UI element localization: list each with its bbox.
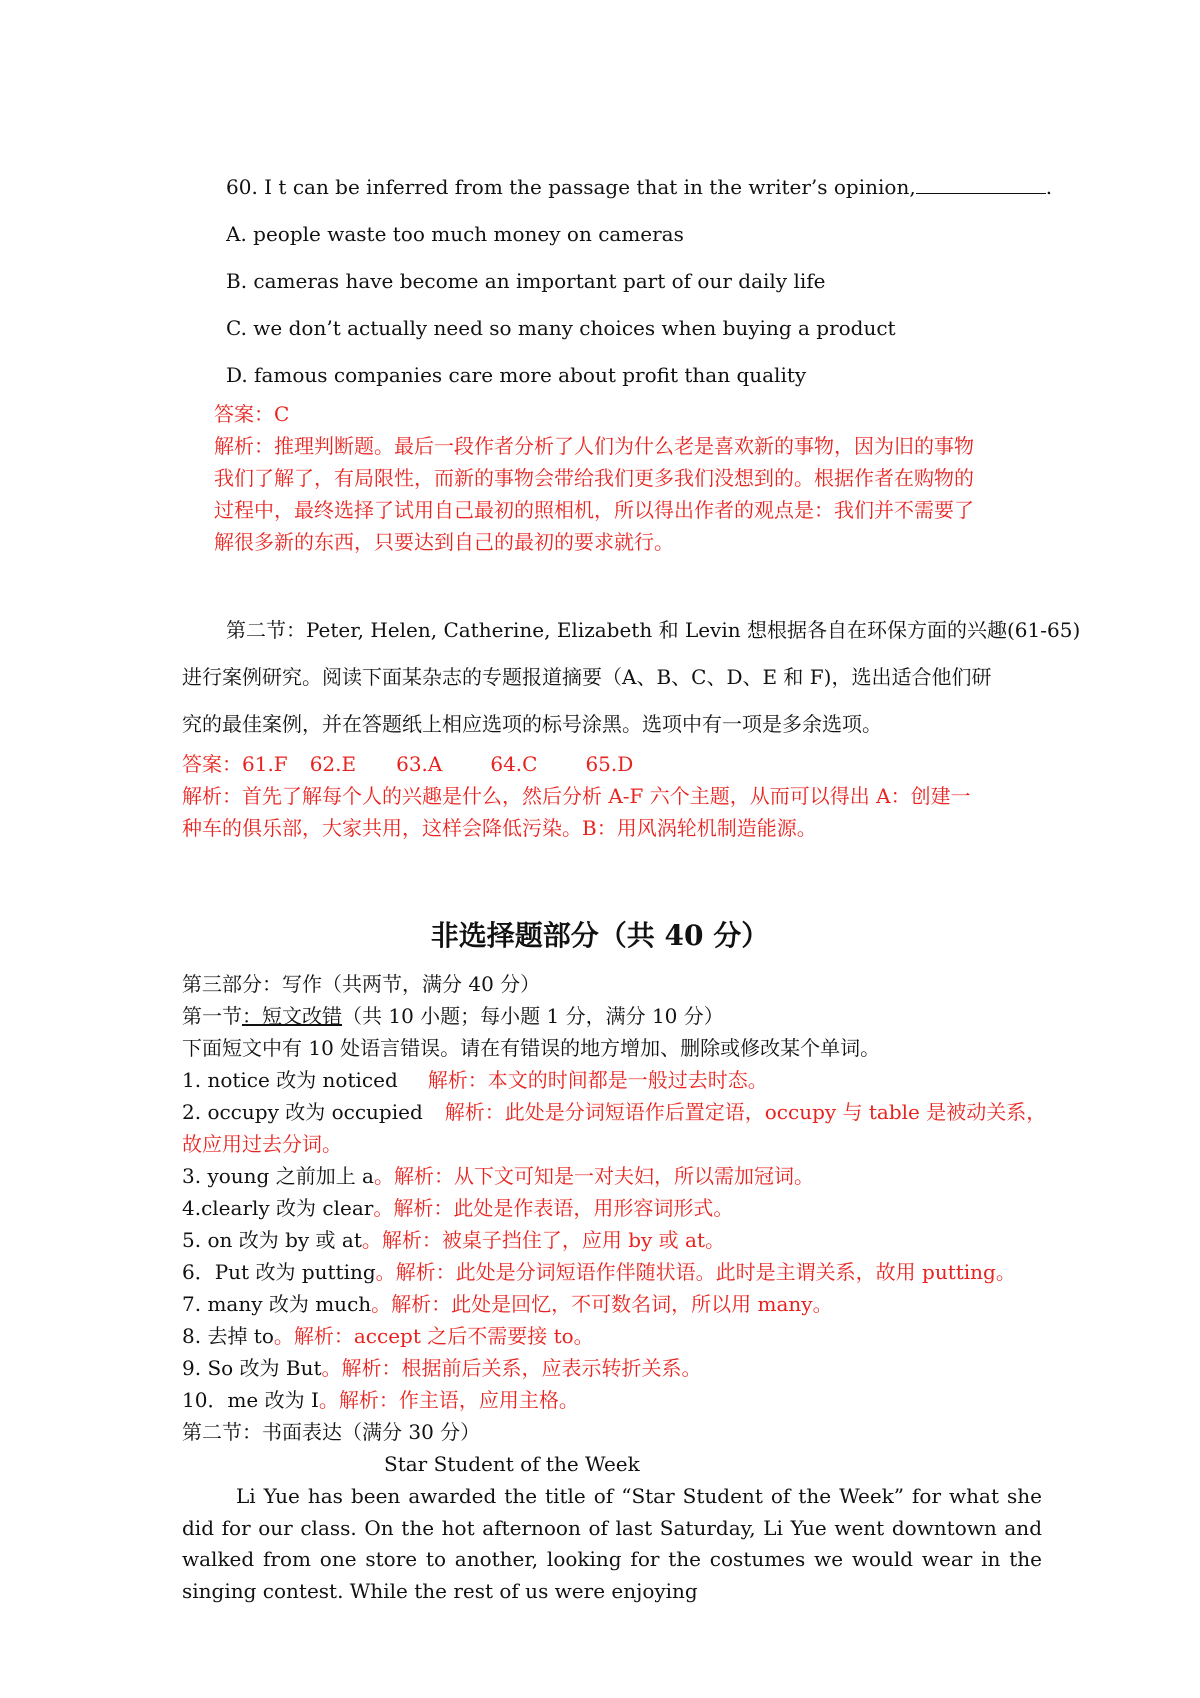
answer-blank — [916, 175, 1046, 194]
section2-analysis-line: 种车的俱乐部，大家共用，这样会降低污染。B：用风涡轮机制造能源。 — [182, 816, 817, 840]
section1-heading: 第一节：短文改错（共 10 小题；每小题 1 分，满分 10 分） — [182, 1004, 724, 1028]
essay-title: Star Student of the Week — [384, 1452, 640, 1476]
section2-analysis-line: 解析：首先了解每个人的兴趣是什么，然后分析 A-F 六个主题，从而可以得出 A：创建一 — [182, 784, 971, 808]
q60-analysis-line: 解析：推理判断题。最后一段作者分析了人们为什么老是喜欢新的事物，因为旧的事物 — [214, 434, 974, 458]
section2-intro-line: 究的最佳案例，并在答题纸上相应选项的标号涂黑。选项中有一项是多余选项。 — [182, 712, 882, 736]
correction-item: 8. 去掉 to。解析：accept 之后不需要接 to。 — [182, 1324, 594, 1348]
q60-analysis-line: 我们了解了，有局限性，而新的事物会带给我们更多我们没想到的。根据作者在购物的 — [214, 466, 974, 490]
q60-option-a: A. people waste too much money on cameras — [226, 222, 684, 246]
q60-stem: 60. I t can be inferred from the passage that in the writer’s opinion, . — [226, 175, 1053, 199]
correction-item: 4.clearly 改为 clear。解析：此处是作表语，用形容词形式。 — [182, 1196, 734, 1220]
correction-item: 9. So 改为 But。解析：根据前后关系，应表示转折关系。 — [182, 1356, 702, 1380]
section2-intro-line: 第二节：Peter, Helen, Catherine, Elizabeth 和 Levin 想根据各自在环保方面的兴趣(61-65) — [226, 618, 1081, 642]
correction-item: 1. notice 改为 noticed 解析：本文的时间都是一般过去时态。 — [182, 1068, 768, 1092]
correction-item: 7. many 改为 much。解析：此处是回忆，不可数名词，所以用 many。 — [182, 1292, 833, 1316]
essay-paragraph: Li Yue has been awarded the title of “Star Student of the Week” for what she did for our class. On the hot afternoon of last Saturday, Li Yue went downtown and walked from one store to another, looking for the costumes we would wear in the singing contest. While the rest of us were enjoying — [182, 1484, 1042, 1603]
correction-continuation: 故应用过去分词。 — [182, 1132, 342, 1156]
q60-answer: 答案：C — [214, 402, 290, 426]
correction-item: 2. occupy 改为 occupied 解析：此处是分词短语作后置定语，occupy 与 table 是被动关系， — [182, 1100, 1047, 1124]
correction-item: 6．Put 改为 putting。解析：此处是分词短语作伴随状语。此时是主谓关系，故用 putting。 — [182, 1260, 1016, 1284]
section2-intro-line: 进行案例研究。阅读下面某杂志的专题报道摘要（A、B、C、D、E 和 F)，选出适合他们研 — [182, 665, 992, 689]
instruction: 下面短文中有 10 处语言错误。请在有错误的地方增加、删除或修改某个单词。 — [182, 1036, 881, 1060]
section2-answers: 答案：61.F 62.E 63.A 64.C 65.D — [182, 752, 634, 776]
q60-option-b: B. cameras have become an important part of our daily life — [226, 269, 826, 293]
part3-heading: 第三部分：写作（共两节，满分 40 分） — [182, 972, 541, 996]
correction-item: 5. on 改为 by 或 at。解析：被桌子挡住了，应用 by 或 at。 — [182, 1228, 725, 1252]
q60-option-c: C. we don’t actually need so many choices when buying a product — [226, 316, 896, 340]
correction-item: 3. young 之前加上 a。解析：从下文可知是一对夫妇，所以需加冠词。 — [182, 1164, 814, 1188]
correction-item: 10．me 改为 I。解析：作主语，应用主格。 — [182, 1388, 579, 1412]
q60-analysis-line: 解很多新的东西，只要达到自己的最初的要求就行。 — [214, 530, 674, 554]
q60-option-d: D. famous companies care more about profit than quality — [226, 363, 807, 387]
section-title: 非选择题部分（共 40 分） — [430, 919, 770, 952]
q60-analysis-line: 过程中，最终选择了试用自己最初的照相机，所以得出作者的观点是：我们并不需要了 — [214, 498, 974, 522]
section2-writing-heading: 第二节：书面表达（满分 30 分） — [182, 1420, 481, 1444]
